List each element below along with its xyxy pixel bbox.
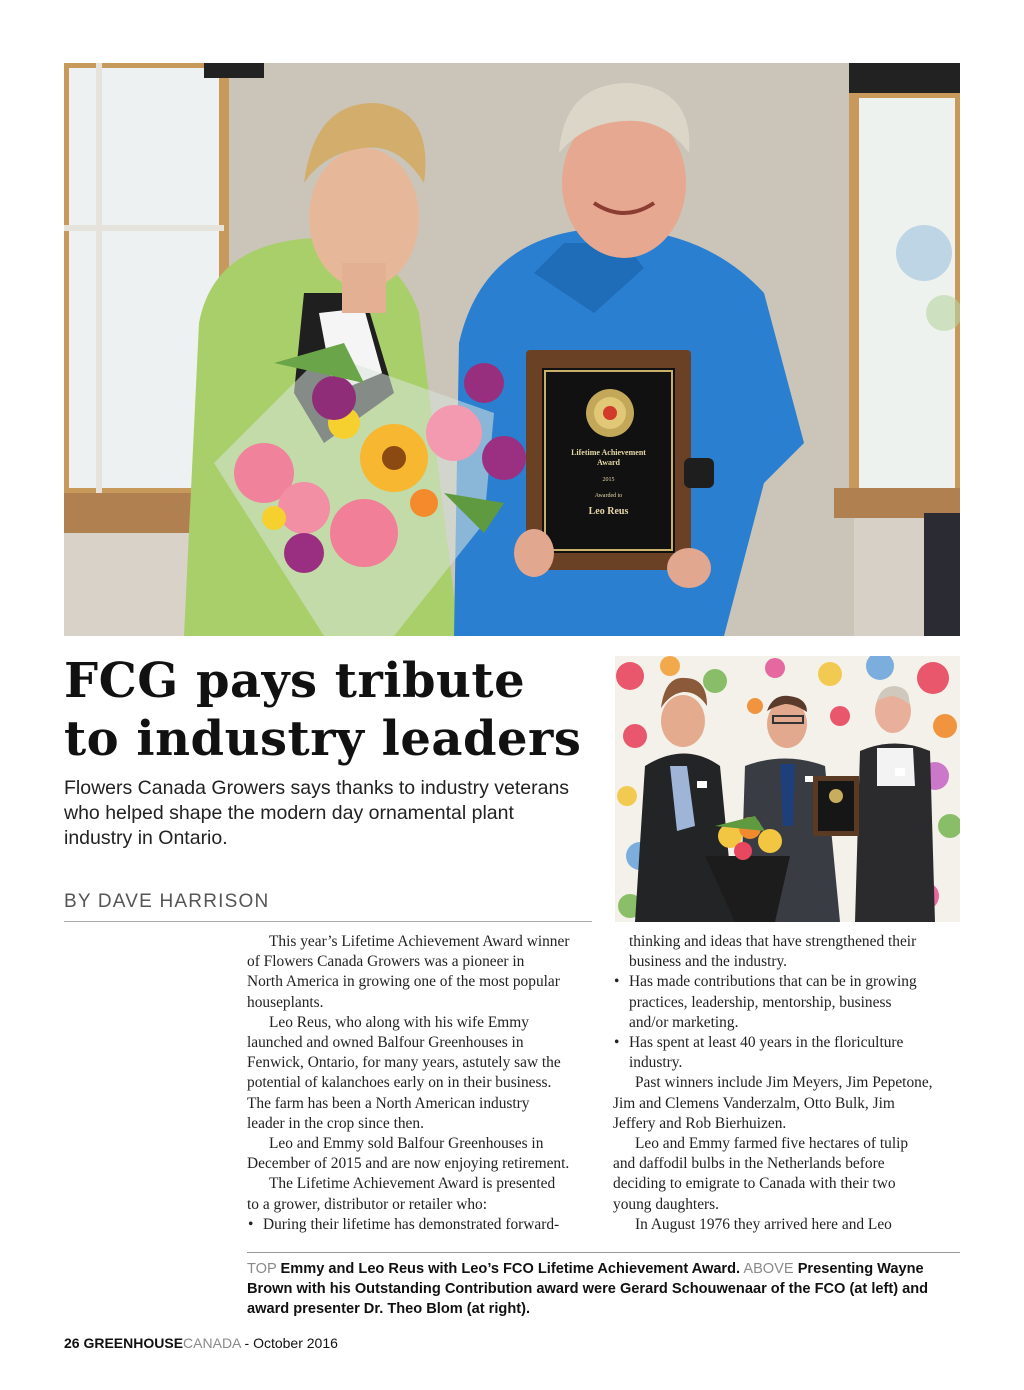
- body-line: of Flowers Canada Growers was a pioneer in: [247, 953, 525, 971]
- body-line: This year’s Lifetime Achievement Award winner: [269, 933, 570, 950]
- body-line: Leo Reus, who along with his wife Emmy: [269, 1013, 529, 1031]
- caption-above-text: Presenting Wayne: [797, 1261, 924, 1277]
- body-line: Leo and Emmy sold Balfour Greenhouses in: [269, 1135, 544, 1153]
- body-line: North America in growing one of the most popular: [247, 973, 560, 991]
- body-line: The Lifetime Achievement Award is presented: [269, 1175, 556, 1193]
- body-line: Leo and Emmy farmed five hectares of tulip: [635, 1135, 909, 1153]
- body-line: leader in the crop since then.: [247, 1114, 424, 1132]
- body-line: December of 2015 and are now enjoying retirement.: [247, 1155, 570, 1173]
- body-line: launched and owned Balfour Greenhouses in: [247, 1034, 524, 1052]
- caption-line-3: award presenter Dr. Theo Blom (at right).: [247, 1301, 531, 1317]
- deck-line-2: who helped shape the modern day ornamental plant: [64, 802, 514, 824]
- body-line: Jim and Clemens Vanderzalm, Otto Bulk, Jim: [613, 1094, 895, 1112]
- page-number: 26: [64, 1335, 80, 1351]
- caption-top-tag: TOP: [247, 1261, 277, 1277]
- body-line: The farm has been a North American industry: [247, 1094, 530, 1112]
- body-line: houseplants.: [247, 993, 324, 1011]
- page-footer: [64, 1335, 338, 1351]
- caption-line-1: [247, 1259, 960, 1279]
- plaque-title-line-2: Award: [597, 458, 620, 467]
- body-line: Fenwick, Ontario, for many years, astutely saw the: [247, 1054, 561, 1072]
- body-line: young daughters.: [613, 1195, 720, 1213]
- plaque-title-line-1: Lifetime Achievement: [571, 448, 646, 457]
- caption-line-2: Brown with his Outstanding Contribution award were Gerard Schouwenaar of the FCO (at left) and: [247, 1281, 929, 1297]
- body-line: potential of kalanchoes early on in their business.: [247, 1074, 552, 1092]
- byline: BY DAVE HARRISON: [64, 891, 592, 922]
- deck-line-1: Flowers Canada Growers says thanks to industry veterans: [64, 777, 570, 799]
- body-line: practices, leadership, mentorship, business: [629, 993, 892, 1011]
- magazine-name-bold: GREENHOUSE: [83, 1335, 184, 1351]
- body-line: Jeffery and Rob Bierhuizen.: [613, 1114, 787, 1132]
- caption-top-text: Emmy and Leo Reus with Leo’s FCO Lifetime Achievement Award.: [280, 1261, 741, 1277]
- body-line: industry.: [629, 1054, 683, 1072]
- body-line: and/or marketing.: [629, 1013, 739, 1031]
- body-line: deciding to emigrate to Canada with their two: [613, 1175, 896, 1193]
- headline: [64, 652, 604, 768]
- body-line: thinking and ideas that have strengthened their: [629, 933, 917, 950]
- body-line: In August 1976 they arrived here and Leo: [635, 1215, 892, 1233]
- body-line: Past winners include Jim Meyers, Jim Pepetone,: [635, 1074, 933, 1092]
- plaque-awarded-to: Awarded to: [594, 493, 623, 499]
- plaque-year: 2015: [602, 477, 615, 483]
- photo-caption: [247, 1252, 960, 1319]
- magazine-name-light: CANADA: [183, 1335, 241, 1351]
- plaque-text: [542, 448, 675, 518]
- headline-line-1: FCG pays tribute: [64, 653, 526, 709]
- body-line: and daffodil bulbs in the Netherlands before: [613, 1155, 885, 1173]
- bullet-item: • Has made contributions that can be in growing: [613, 972, 963, 992]
- body-column-2: [613, 932, 963, 1235]
- above-photo: [615, 656, 960, 922]
- headline-line-2: to industry leaders: [64, 711, 582, 767]
- issue-date: - October 2016: [244, 1335, 338, 1351]
- caption-above-tag: ABOVE: [743, 1261, 794, 1277]
- top-photo: [64, 63, 960, 636]
- body-column-1: [247, 932, 597, 1235]
- body-line: business and the industry.: [629, 953, 788, 971]
- body-line: to a grower, distributor or retailer who:: [247, 1195, 488, 1213]
- bullet-item: • Has spent at least 40 years in the floriculture: [613, 1033, 963, 1053]
- plaque-name: Leo Reus: [588, 506, 629, 517]
- deck: [64, 776, 604, 851]
- bullet-item: • During their lifetime has demonstrated forward-: [247, 1215, 597, 1235]
- deck-line-3: industry in Ontario.: [64, 827, 228, 849]
